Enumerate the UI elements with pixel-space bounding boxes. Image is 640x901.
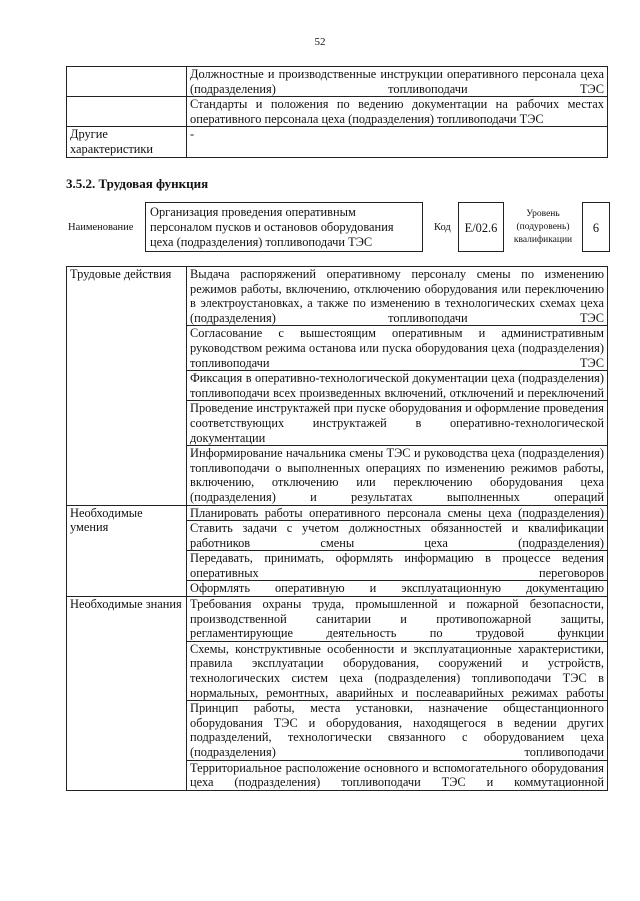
row-label: Другие характеристики — [67, 127, 187, 157]
row-label — [67, 67, 187, 97]
group-item: Требования охраны труда, промышленной и пожарной безопасности, производственной санитарии и противопожарной защиты, регламентирующие деятельность по трудовой функции — [187, 597, 608, 642]
row-text: - — [187, 127, 608, 157]
row-text: Должностные и производственные инструкции оперативного персонала цеха (подразделения) топливоподачи ТЭС — [187, 67, 608, 97]
level-label: Уровень (подуровень) квалификации — [513, 209, 573, 245]
code-box: E/02.6 — [458, 202, 504, 252]
group-label: Необходимые умения — [67, 505, 187, 597]
group-item: Территориальное расположение основного и вспомогательного оборудования цеха (подразделения) топливоподачи ТЭС и коммутационной — [187, 760, 608, 790]
group-item: Фиксация в оперативно-технологической документации цеха (подразделения) топливоподачи всех произведенных включений, отключений и переключений — [187, 371, 608, 401]
group-item: Планировать работы оперативного персонала смены цеха (подразделения) — [187, 505, 608, 521]
group-item: Проведение инструктажей при пуске оборудования и оформление проведения соответствующих инструктажей в оперативно-технологической документации — [187, 401, 608, 446]
group-item: Схемы, конструктивные особенности и эксплуатационные характеристики, правила эксплуатации оборудования, сооружений и устройств, технологических систем цеха (подразделения) топливоподачи ТЭС в нормальных, ремонтных, аварийных и послеаварийных режимах работы — [187, 641, 608, 700]
group-item: Выдача распоряжений оперативному персоналу смены по изменению режимов работы, включению, отключению оборудования или переключению в электроустановках, а также по изменению в технологических схемах цеха (подразделения) топливоподачи ТЭС — [187, 267, 608, 326]
group-item: Принцип работы, места установки, назначение общестанционного оборудования ТЭС и оборудования, находящегося в ведении других подразделений, технологически связанного с оборудованием цеха (подразделения) топливоподачи — [187, 701, 608, 760]
table-row — [67, 597, 608, 642]
table-row — [67, 127, 608, 157]
group-item: Ставить задачи с учетом должностных обязанностей и квалификации работников смены цеха (подразделения) — [187, 521, 608, 551]
section-title: 3.5.2. Трудовая функция — [66, 176, 209, 191]
group-item: Согласование с вышестоящим оперативным и административным руководством режима останова или пуска оборудования цеха (подразделения) топливоподачи ТЭС — [187, 326, 608, 371]
level-box: 6 — [582, 202, 610, 252]
page-number: 52 — [314, 36, 326, 48]
name-label: Наименование — [68, 222, 134, 233]
table-row — [67, 97, 608, 127]
function-name-box: Организация проведения оперативным персоналом пусков и остановов оборудования цеха (подразделения) топливоподачи ТЭС — [145, 202, 423, 252]
group-label: Необходимые знания — [67, 597, 187, 791]
top-characteristics-table — [66, 66, 608, 158]
table-row — [67, 267, 608, 326]
row-label — [67, 97, 187, 127]
table-row — [67, 67, 608, 97]
function-details-table — [66, 266, 608, 791]
group-item: Передавать, принимать, оформлять информацию в процессе ведения оперативных переговоров — [187, 551, 608, 581]
code-label: Код — [434, 222, 451, 233]
row-text: Стандарты и положения по ведению документации на рабочих местах оперативного персонала цеха (подразделения) топливоподачи ТЭС — [187, 97, 608, 127]
group-label: Трудовые действия — [67, 267, 187, 506]
table-row — [67, 505, 608, 521]
group-item: Информирование начальника смены ТЭС и руководства цеха (подразделения) топливоподачи о выполненных операциях по изменению режимов работы, включению, отключению или переключению оборудования цеха (подразделения) и результатах выполненных операций — [187, 446, 608, 505]
group-item: Оформлять оперативную и эксплуатационную документацию — [187, 581, 608, 597]
